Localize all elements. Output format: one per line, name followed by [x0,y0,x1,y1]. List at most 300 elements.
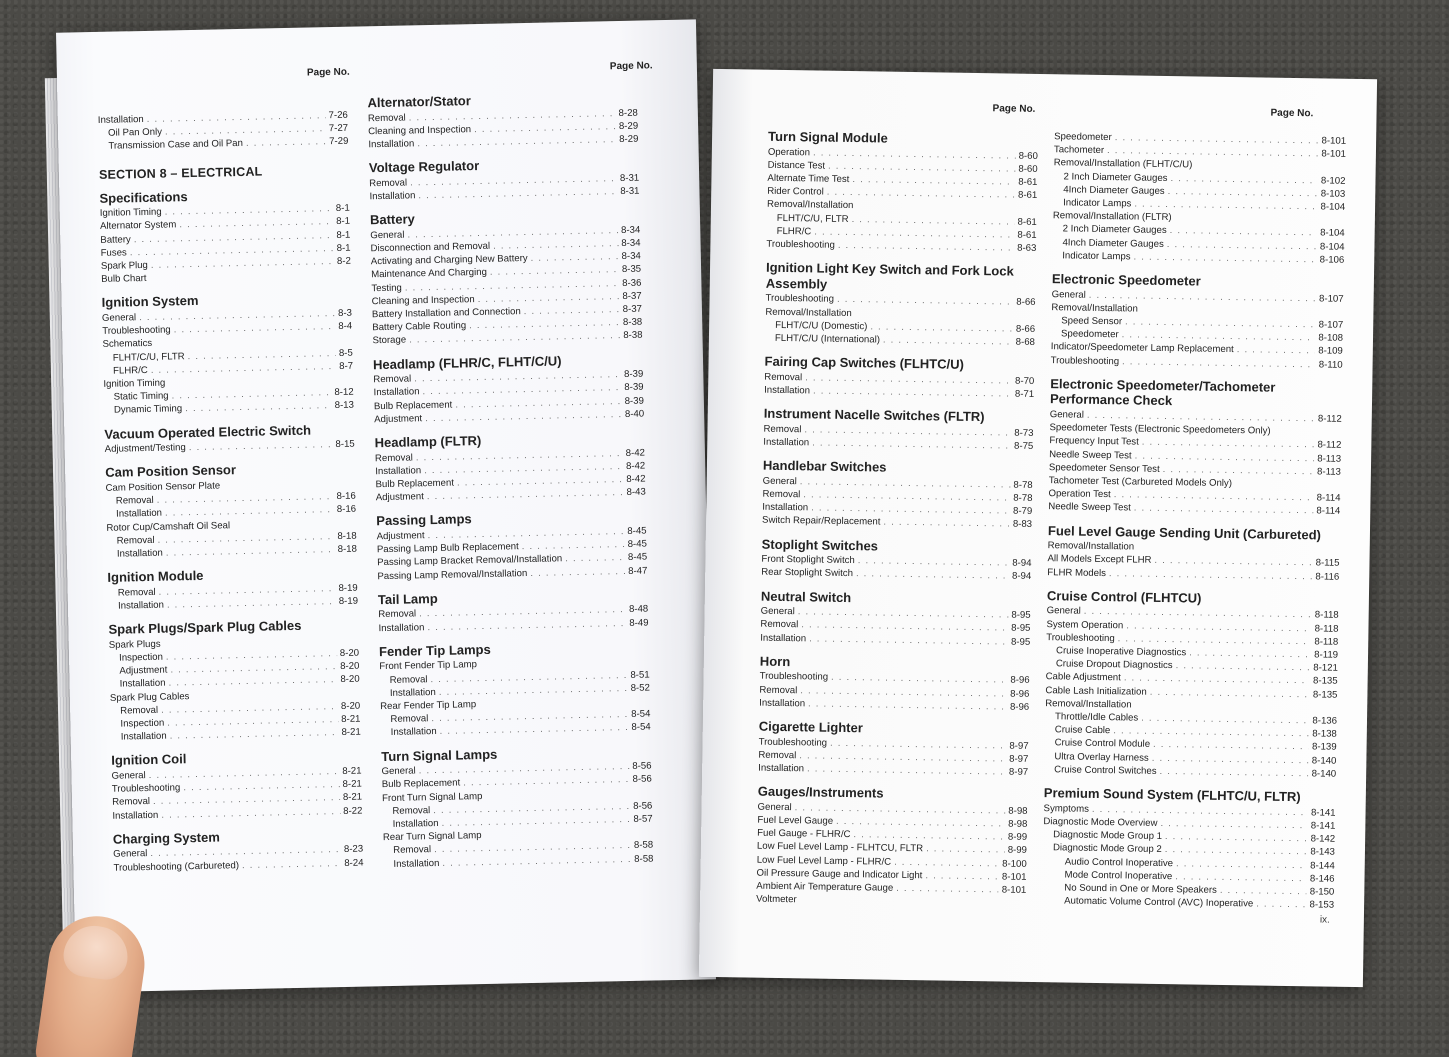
toc-entry-page: 8-79 [1012,505,1033,518]
toc-group-heading: Passing Lamps [376,511,472,529]
toc-entry-page: 8-139 [1311,741,1337,754]
toc-entry-title: Installation [120,730,167,743]
toc-entry-page: 8-140 [1311,768,1337,780]
toc-entry-title: Troubleshooting [111,782,181,796]
toc-group-heading: Cruise Control (FLHTCU) [1046,588,1202,606]
toc-entry-title: Throttle/Idle Cables [1054,711,1139,724]
toc-group-heading: Headlamp (FLTR) [374,433,482,451]
toc-entry-page: 8-21 [342,778,362,791]
toc-entry-page: 8-150 [1309,886,1335,898]
toc-entry-title: Front Fender Tip Lamp [379,659,478,673]
toc-entry-page: 8-48 [628,603,649,616]
toc-group [108,617,361,744]
toc-group [1047,523,1340,584]
toc-entry-title: Removal/Installation [1047,540,1135,553]
dot-leader [925,869,999,883]
toc-entry-page: 8-38 [623,330,643,342]
toc-entry-page: 8-61 [1018,176,1038,188]
toc-entry-page: 8-60 [1018,163,1038,175]
toc-entry-page: 8-101 [1321,135,1347,147]
dot-leader [418,185,617,202]
toc-entry-page: 8-99 [1007,845,1028,857]
toc-entry-title: FLHT/C/U, FLTR [112,350,185,364]
toc-group-heading: Instrument Nacelle Switches (FLTR) [763,405,985,425]
toc-entry-title: Speedometer Sensor Test [1048,462,1160,475]
toc-entry-title: Indicator Lamps [1062,250,1131,263]
toc-entry-title: Installation [368,138,415,151]
toc-entry [765,332,1035,349]
toc-entry-page: 8-101 [1001,884,1027,896]
toc-entry-title: FLHT/C/U (Domestic) [775,319,868,333]
toc-entry-page: 7-29 [329,136,349,148]
toc-entry-title: Passing Lamp Bulb Replacement [376,541,519,556]
toc-entry-title: Switch Repair/Replacement [761,515,881,528]
toc-group [1051,271,1344,371]
toc-group-heading: Fairing Cap Switches (FLHTC/U) [764,353,965,373]
toc-entry-title: Ultra Overlay Harness [1054,750,1149,764]
toc-entry-title: Dynamic Timing [113,403,183,417]
dot-leader [164,643,356,647]
toc-column [756,120,1038,911]
toc-entry-title: General [757,801,792,813]
toc-entry-page: 8-146 [1309,873,1335,885]
toc-entry-title: Installation [389,686,436,699]
toc-entry-page: 8-61 [1017,216,1037,228]
toc-entry-title: Removal [367,112,406,124]
toc-entry-title: Adjustment [119,664,168,677]
toc-group-heading: Neutral Switch [760,588,852,605]
right-page [699,69,1377,987]
dot-leader [246,136,327,151]
toc-entry-page: 8-18 [337,530,357,542]
toc-entry-title: Alternator System [99,219,177,233]
dot-leader [485,795,649,798]
toc-entry-page: 8-19 [338,582,358,594]
toc-entry-title: Removal/Installation [1051,302,1138,315]
toc-entry-title: Removal [116,534,155,547]
toc-entry-title: Operation [767,146,811,158]
toc-entry-page: 8-73 [1014,427,1034,439]
toc-entry-page: 8-68 [1015,336,1036,348]
toc-entry-title: Installation [762,501,809,514]
dot-leader [809,632,1008,648]
toc-entry-page: 8-31 [619,172,640,184]
toc-group-heading: Gauges/Instruments [757,783,884,801]
toc-entry-title: Removal [390,713,429,726]
toc-entry-title: Troubleshooting [766,238,835,251]
toc-group [370,207,643,348]
toc-entry-page: 8-2 [336,255,351,267]
thumb-nail [61,922,132,982]
toc-entry-page: 8-118 [1314,623,1339,635]
toc-entry-title: Installation [119,678,166,691]
toc-entry-title: 4Inch Diameter Gauges [1062,236,1164,250]
toc-entry-page: 8-104 [1320,201,1346,213]
toc-entry-title: Rear Fender Tip Lamp [380,699,477,713]
toc-group [367,90,638,152]
toc-entry-page: 8-118 [1314,636,1339,648]
toc-entry-title: Adjustment [375,491,424,504]
toc-group [369,155,640,204]
page-no-label: Page No. [609,60,653,73]
toc-group-heading: Ignition Module [107,568,204,586]
toc-entry-title: Disconnection and Removal [370,240,491,255]
toc-entry-title: Frequency Input Test [1049,435,1139,449]
toc-entry-page: 8-31 [620,185,640,198]
toc-entry-page: 8-96 [1009,701,1030,713]
toc-entry-page: 8-57 [633,813,653,825]
dot-leader [926,843,1005,857]
dot-leader [1137,550,1337,553]
toc-entry-title: General [370,229,405,242]
toc-entry-page: 8-20 [340,700,361,712]
dot-leader [565,551,625,565]
toc-entry-title: Bulb Replacement [381,777,461,791]
dot-leader [166,543,335,560]
toc-entry-page: 8-28 [618,107,638,119]
toc-entry-title: Spark Plug Cables [109,690,190,704]
toc-entry-title: Mode Control Inoperative [1064,869,1173,882]
toc-entry-title: Removal [117,586,156,599]
toc-group-heading: Premium Sound System (FLHTC/U, FLTR) [1043,785,1301,805]
toc-entry-title: Installation [760,632,807,644]
toc-entry-title: Cruise Inoperative Diagnostics [1055,645,1187,659]
toc-entry-page: 8-37 [622,303,643,316]
toc-entry-page: 8-42 [626,473,646,485]
toc-entry-page: 8-16 [336,490,356,503]
toc-entry-title: Oil Pan Only [108,126,163,139]
toc-entry-page: 8-75 [1013,440,1034,452]
toc-group-heading: Fuel Level Gauge Sending Unit (Carbureted) [1047,522,1322,543]
toc-group-heading: Fender Tip Lamps [378,641,491,660]
toc-column [367,81,653,871]
toc-entry-title: Inspection [119,651,163,664]
dot-leader [170,726,339,743]
toc-group [762,458,1033,532]
toc-entry-title: Cleaning and Inspection [371,293,475,308]
toc-entry-page: 8-42 [625,447,646,459]
page-folio: ix. [1319,914,1330,926]
dot-leader [150,277,349,281]
toc-entry-page: 8-47 [628,565,648,577]
toc-entry-title: Installation [758,762,805,775]
dot-leader [1122,355,1316,371]
dot-leader [161,805,340,822]
toc-entry-title: Bulb Chart [101,273,147,286]
dot-leader [417,133,616,150]
toc-entry-page: 8-23 [343,844,364,856]
dot-leader [1235,486,1338,488]
toc-entry-title: Installation [116,547,163,560]
toc-entry-page: 8-114 [1316,492,1341,504]
toc-entry-title: Battery Installation and Connection [371,306,521,321]
dot-leader [856,568,1009,584]
toc-entry-title: Removal [374,452,413,464]
toc-entry-page: 8-135 [1312,689,1338,701]
toc-group-heading: Specifications [99,188,188,206]
toc-group [375,430,646,505]
toc-entry-title: No Sound in One or More Speakers [1064,882,1217,896]
dot-leader [189,438,333,454]
toc-entry-page: 8-61 [1017,229,1037,241]
toc-entry-title: Installation [375,465,422,478]
toc-entry-title: General [1046,605,1081,618]
toc-entry-title: Testing [371,282,402,294]
toc-entry-page: 8-16 [336,504,357,516]
toc-entry-page: 8-121 [1313,662,1338,674]
toc-entry-title: Adjustment [374,413,423,426]
toc-entry-title: Removal/Installation [766,199,854,212]
toc-group [111,748,362,823]
toc-entry-page: 8-114 [1316,505,1341,518]
toc-entry [764,384,1034,401]
toc-entry-page: 8-21 [342,765,362,778]
toc-entry-page: 8-21 [341,713,361,726]
toc-entry-title: Static Timing [113,390,169,403]
toc-entry-title: FLHT/C/U, FLTR [776,212,849,225]
toc-entry-title: General [762,475,797,488]
toc-entry-title: Oil Pressure Gauge and Indicator Light [756,867,923,882]
toc-entry-page: 7-27 [328,122,349,135]
toc-entry-title: Removal [762,488,801,501]
toc-entry-page: 8-95 [1011,623,1031,635]
dot-leader [167,595,336,612]
toc-entry-title: Passing Lamp Bracket Removal/Installation [377,553,563,569]
toc-entry-page: 8-136 [1312,715,1338,727]
toc-entry-title: Cam Position Sensor Plate [105,480,221,494]
toc-group-heading: Cam Position Sensor [105,462,237,481]
dot-leader [442,853,631,870]
toc-entry-page: 8-29 [619,133,639,146]
toc-entry-page: 8-42 [625,460,646,472]
toc-entry-title: Distance Test [767,159,826,172]
toc-entry-page: 8-1 [335,202,350,215]
toc-entry-page: 8-71 [1014,388,1035,400]
dot-leader [1141,311,1341,314]
toc-entry-page: 8-56 [633,800,653,812]
toc-entry-title: Removal/Installation [1045,698,1132,711]
toc-entry-page: 8-109 [1318,345,1343,358]
toc-group [113,826,364,874]
toc-entry-title: Cruise Dropout Diagnostics [1055,658,1173,672]
toc-entry-page: 8-102 [1320,175,1346,187]
toc-entry-title: Adjustment [376,530,425,543]
toc-entry-title: Cruise Cable [1054,724,1111,737]
toc-entry-page: 8-24 [344,857,364,869]
toc-entry-title: Speedometer [1054,131,1112,144]
toc-group-heading: Electronic Speedometer [1051,271,1201,289]
toc-entry-page: 8-107 [1318,319,1344,331]
toc-entry-title: Removal [759,684,798,696]
toc-entry-page: 8-97 [1009,740,1029,752]
toc-entry-page: 8-1 [336,216,351,228]
dot-leader [1237,344,1316,358]
toc-group [765,260,1036,349]
toc-entry-title: All Models Except FLHR [1047,553,1152,567]
toc-entry-page: 8-101 [1001,871,1027,883]
toc-entry-page: 8-5 [338,347,353,359]
dot-leader [883,334,1013,349]
toc-entry-title: Needle Sweep Test [1048,501,1131,514]
toc-entry-page: 8-45 [627,538,647,551]
dot-leader [855,316,1033,319]
toc-entry-title: Voltmeter [756,893,797,906]
toc-entry-page: 8-66 [1016,297,1036,309]
toc-entry-title: Installation [764,384,811,397]
toc-entry-page: 8-103 [1320,188,1346,200]
toc-entry-title: Passing Lamp Removal/Installation [377,567,528,582]
toc-entry-page: 8-135 [1312,675,1338,688]
toc-entry-page: 8-38 [622,316,643,329]
toc-entry-page: 8-106 [1319,254,1345,266]
toc-entry [759,696,1029,713]
toc-entry-title: FLHR/C [112,364,148,377]
toc-entry-title: Installation [117,599,165,612]
toc-entry-page: 8-1 [336,242,351,254]
toc-group-heading: Headlamp (FLHR/C, FLHT/C/U) [372,352,562,372]
toc-entry-title: Cable Lash Initialization [1045,684,1147,698]
toc-entry-page: 8-58 [633,839,654,852]
toc-entry [761,566,1031,583]
toc-entry-page: 8-98 [1008,805,1028,817]
dot-leader [1109,567,1313,583]
toc-entry-title: General [101,312,137,324]
dot-leader [1256,898,1307,912]
toc-entry-title: Front Turn Signal Lamp [382,790,483,804]
toc-group-heading: Turn Signal Module [768,128,888,146]
toc-entry-title: Speedometer Tests (Electronic Speedometers Only) [1049,422,1271,437]
toc-entry-page: 8-70 [1015,375,1035,387]
toc-entry-title: FLHT/C/U (International) [774,332,881,346]
toc-entry-page: 8-37 [622,290,642,302]
toc-entry-page: 8-116 [1315,571,1340,583]
toc-group [758,719,1029,779]
toc-group [107,565,358,613]
toc-entry-page: 8-4 [338,320,353,333]
toc-entry-page: 8-19 [338,595,359,608]
toc-entry-page: 8-66 [1015,323,1036,335]
toc-entry-title: Needle Sweep Test [1049,448,1132,462]
section-title: SECTION 8 – ELECTRICAL [98,164,263,182]
toc-entry-page: 8-142 [1310,833,1336,845]
toc-entry-title: Audio Control Inoperative [1064,855,1174,869]
toc-entry-title: Fuel Level Gauge [757,814,834,827]
toc-group-heading: Ignition Coil [111,751,187,769]
toc-entry-page: 8-1 [336,229,351,241]
toc-group-heading: Charging System [112,829,220,847]
toc-entry-page: 8-95 [1010,636,1031,648]
dot-leader [425,408,622,425]
dot-leader [1159,765,1308,781]
toc-entry-title: Rear Stoplight Switch [761,567,854,580]
toc-entry-title: Removal [120,704,159,717]
toc-entry-title: Troubleshooting [759,671,829,684]
toc-entry-page: 8-78 [1013,492,1033,504]
toc-entry-title: Adjustment/Testing [104,442,186,456]
toc-entry-title: Cable Adjustment [1045,671,1121,684]
toc-entry-page: 8-99 [1007,831,1028,844]
dot-leader [807,762,1006,778]
toc-entry-title: Operation Test [1048,488,1111,501]
dot-leader [896,882,999,897]
toc-entry-page: 8-95 [1011,609,1031,622]
dot-leader [168,382,350,386]
dot-leader [223,486,352,489]
toc-group [104,421,355,456]
page-no-label: Page No. [992,103,1036,115]
toc-entry-page: 8-118 [1314,609,1339,622]
toc-group [105,460,357,561]
toc-entry-page: 8-18 [337,543,358,556]
toc-entry-title: Removal [392,805,431,817]
toc-entry-title: Removal [763,423,802,436]
toc-entry-page: 8-43 [626,486,646,499]
toc-entry-title: Rotor Cup/Camshaft Oil Seal [106,519,231,534]
toc-entry-page: 8-29 [618,120,639,132]
toc-entry-title: Installation [390,726,437,739]
toc-entry-page: 8-45 [627,525,647,537]
toc-entry-page: 8-40 [624,408,645,420]
toc-group-heading: Tail Lamp [377,590,438,608]
toc-entry-page: 8-45 [627,551,648,564]
dot-leader [479,704,647,708]
toc-entry-page: 8-54 [631,708,651,721]
toc-entry-page: 8-112 [1317,439,1342,452]
toc-entry-page: 8-115 [1315,557,1340,570]
toc-column [1042,130,1346,912]
dot-leader [800,903,1023,907]
toc-entry-title: Installation [373,386,420,399]
toc-entry-title: Low Fuel Level Lamp - FLHTCU, FLTR [756,841,924,855]
dot-leader [1150,685,1310,701]
toc-entry-title: Fuses [100,247,127,259]
dot-leader [838,239,1015,255]
toc-group-heading: Voltage Regulator [368,158,480,176]
toc-entry-title: Removal [378,608,417,621]
toc-entry-page: 8-141 [1310,807,1336,819]
dot-leader [1195,168,1342,170]
dot-leader [480,664,646,667]
toc-entry-title: Bulb Replacement [375,477,455,491]
toc-entry [763,436,1033,453]
toc-group-heading: Ignition Light Key Switch and Fork Lock Assembly [765,259,1014,292]
toc-entry-page: 8-100 [1002,858,1027,870]
toc-entry-page: 8-140 [1311,755,1337,767]
toc-entry-title: Cruise Control Switches [1054,764,1157,777]
toc-entry-title: Activating and Charging New Battery [370,253,528,268]
toc-group-heading: Stoplight Switches [761,536,879,554]
toc-entry-title: Automatic Volume Control (AVC) Inoperative [1064,895,1254,910]
toc-entry-title: Bulb Replacement [373,399,453,412]
toc-entry-title: Installation [759,697,806,710]
toc-entry-title: Rear Turn Signal Lamp [382,830,482,844]
page-no-label: Page No. [306,66,350,79]
toc-group [756,784,1028,910]
toc-entry-page: 8-13 [334,400,355,412]
toc-entry-page: 8-104 [1319,241,1345,253]
toc-entry-title: Installation [369,190,416,203]
toc-entry-page: 8-56 [632,760,652,773]
toc-entry-page: 8-39 [624,395,644,407]
dot-leader [233,525,353,528]
toc-entry-title: Spark Plug [100,259,148,272]
toc-entry-title: Battery Cable Routing [372,320,467,334]
toc-entry-title: Ambient Air Temperature Gauge [756,880,894,894]
toc-entry-page: 8-63 [1017,242,1037,254]
toc-entry-title: Ignition Timing [99,206,162,220]
toc-entry-page: 8-35 [621,264,642,276]
toc-group [1044,588,1339,781]
